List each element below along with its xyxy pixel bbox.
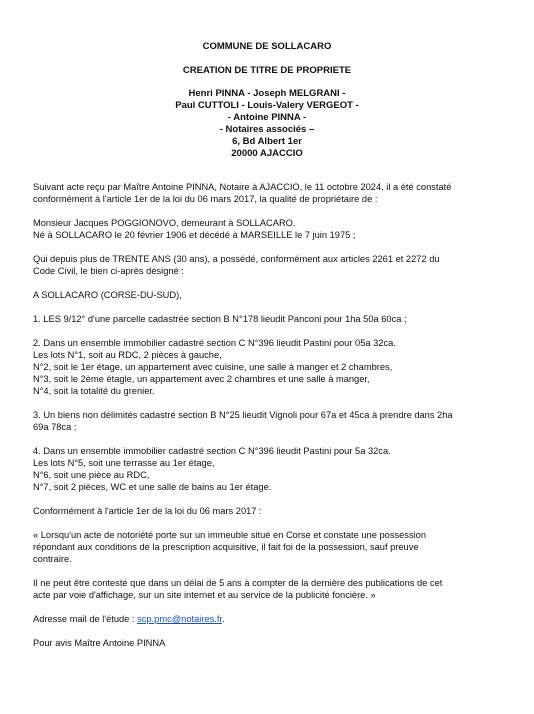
text-line: N°3, soit le 2ème étagle, un appartement avec 2 chambres et une salle à manger, [33, 374, 370, 384]
text-line: Les lots N°1, soit au RDC, 2 pièces à gauche, [33, 350, 222, 360]
text-line: N°6, soit une pièce au RDC, [33, 470, 150, 480]
text-line: contraire. [33, 554, 72, 564]
text-line: 3. Un biens non délimités cadastré section B N°25 lieudit Vignoli pour 67a et 45ca à prendre dans 2ha [33, 410, 453, 420]
possession-paragraph [33, 253, 503, 277]
law-quote-paragraph-1 [33, 529, 503, 565]
owner-paragraph [33, 217, 503, 241]
closing-paragraph [33, 637, 503, 649]
document-subtitle-text: CREATION DE TITRE DE PROPRIETE [182, 65, 352, 76]
text-line: acte par voie d'affichage, sur un site internet et au service de la publicité foncière. » [33, 590, 376, 600]
text-line: répondant aux conditions de la prescription acquisitive, il fait foi de la possession, sauf preuve [33, 542, 419, 552]
text-line: Né à SOLLACARO le 20 février 1906 et décédé à MARSEILLE le 7 juin 1975 ; [33, 230, 356, 240]
text-line: 2. Dans un ensemble immobilier cadastré section C N°396 lieudit Pastini pour 05a 32ca. [33, 338, 396, 348]
text-line: « Lorsqu'un acte de notoriété porte sur un immeuble situé en Corse et constate une possession [33, 530, 426, 540]
location-paragraph [33, 289, 503, 301]
property-item-2 [33, 337, 503, 397]
text-line: Monsieur Jacques POGGIONOVO, demeurant à SOLLACARO. [33, 218, 296, 228]
email-line [33, 613, 503, 625]
law-reference-paragraph [33, 505, 503, 517]
text-line: 4. Dans un ensemble immobilier cadastré section C N°396 lieudit Pastini pour 5a 32ca. [33, 446, 391, 456]
notaries-line: - Notaires associés – [219, 124, 315, 135]
text-line: Conformément à l'article 1er de la loi du 06 mars 2017 : [33, 506, 262, 516]
commune-title [0, 41, 534, 53]
intro-paragraph [33, 181, 503, 205]
property-item-4 [33, 445, 503, 493]
notaries-block [0, 88, 534, 160]
email-label: Adresse mail de l'étude : [33, 614, 138, 624]
text-line: Les lots N°5, soit une terrasse au 1er étage, [33, 458, 215, 468]
text-line: 1. LES 9/12° d'une parcelle cadastrée section B N°178 lieudit Panconi pour 1ha 50a 60ca ; [33, 314, 407, 324]
text-line: N°7, soit 2 pièces, WC et une salle de bains au 1er étage. [33, 482, 272, 492]
text-line: Code Civil, le bien ci-après désigné : [33, 266, 184, 276]
text-line: Suivant acte reçu par Maître Antoine PINNA, Notaire à AJACCIO, le 11 octobre 2024, il a été constaté [33, 182, 452, 192]
notaries-line: Paul CUTTOLI - Louis-Valery VERGEOT - [175, 100, 359, 111]
closing-signature: Pour avis Maître Antoine PINNA [33, 638, 166, 648]
text-line: Qui depuis plus de TRENTE ANS (30 ans), a possédé, conformément aux articles 2261 et 2272 du [33, 254, 440, 264]
document-subtitle [0, 65, 534, 77]
notaries-line: Henri PINNA - Joseph MELGRANI - [188, 88, 346, 99]
property-item-1 [33, 313, 503, 325]
notice-body [33, 181, 503, 661]
notaries-address-line: 6, Bd Albert 1er [232, 136, 302, 147]
text-line: N°2, soit le 1er étage, un appartement avec cuisine, une salle à manger et 2 chambres, [33, 362, 393, 372]
law-quote-paragraph-2 [33, 577, 503, 601]
text-line: N°4, soit la totalité du grenier. [33, 386, 155, 396]
commune-title-text: COMMUNE DE SOLLACARO [202, 41, 332, 52]
notaries-line: - Antoine PINNA - [227, 112, 307, 123]
email-suffix: . [221, 614, 225, 624]
text-line: conformément à l'article 1er de la loi du 06 mars 2017, la qualité de propriétaire de : [33, 194, 378, 204]
email-paragraph [33, 613, 503, 625]
notaries-city-line: 20000 AJACCIO [231, 148, 303, 159]
text-line: Il ne peut être contesté que dans un délai de 5 ans à compter de la dernière des publications de cet [33, 578, 443, 588]
email-link[interactable]: scp.pmc@notaires.fr [137, 614, 222, 624]
text-line: 69a 78ca ; [33, 422, 77, 432]
text-line: A SOLLACARO (CORSE-DU-SUD), [33, 290, 182, 300]
property-item-3 [33, 409, 503, 433]
